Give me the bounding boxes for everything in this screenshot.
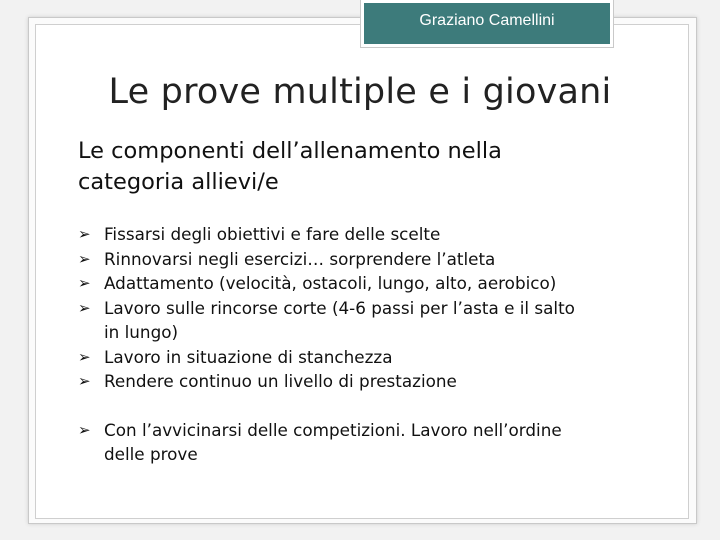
subtitle-line-1: Le componenti dell’allenamento nella [78, 138, 502, 164]
bullet-text: Lavoro in situazione di stanchezza [104, 346, 393, 367]
arrow-bullet-icon: ➢ [78, 225, 91, 243]
arrow-bullet-icon: ➢ [78, 274, 91, 292]
slide-subtitle [78, 136, 638, 198]
bullet-text-continuation: delle prove [104, 444, 198, 464]
author-name: Graziano Camellini [419, 12, 555, 29]
bullet-text: Rinnovarsi negli esercizi… sorprendere l’atleta [104, 248, 496, 269]
arrow-bullet-icon: ➢ [78, 420, 91, 439]
bullet-text-continuation: in lungo) [104, 322, 179, 342]
arrow-bullet-icon: ➢ [78, 372, 91, 390]
bullet-text: Rendere continuo un livello di prestazione [104, 371, 457, 391]
bullet-list [78, 222, 658, 467]
bullet-text: Adattamento (velocità, ostacoli, lungo, alto, aerobico) [104, 273, 557, 293]
arrow-bullet-icon: ➢ [78, 347, 91, 366]
bullet-item [78, 247, 658, 272]
bullet-item [78, 369, 658, 394]
bullet-item [78, 345, 658, 370]
subtitle-line-2: categoria allievi/e [78, 169, 279, 195]
bullet-text: Fissarsi degli obiettivi e fare delle scelte [104, 224, 441, 244]
bullet-item [78, 296, 658, 345]
bullet-text: Con l’avvicinarsi delle competizioni. Lavoro nell’ordine [104, 419, 562, 440]
bullet-text: Lavoro sulle rincorse corte (4-6 passi per l’asta e il salto [104, 297, 575, 318]
bullet-item [78, 222, 658, 247]
bullet-item [78, 271, 658, 296]
bullet-item [78, 418, 658, 467]
arrow-bullet-icon: ➢ [78, 249, 91, 268]
slide-title: Le prove multiple e i giovani [108, 72, 612, 112]
author-label-box [361, 0, 613, 47]
arrow-bullet-icon: ➢ [78, 298, 91, 317]
